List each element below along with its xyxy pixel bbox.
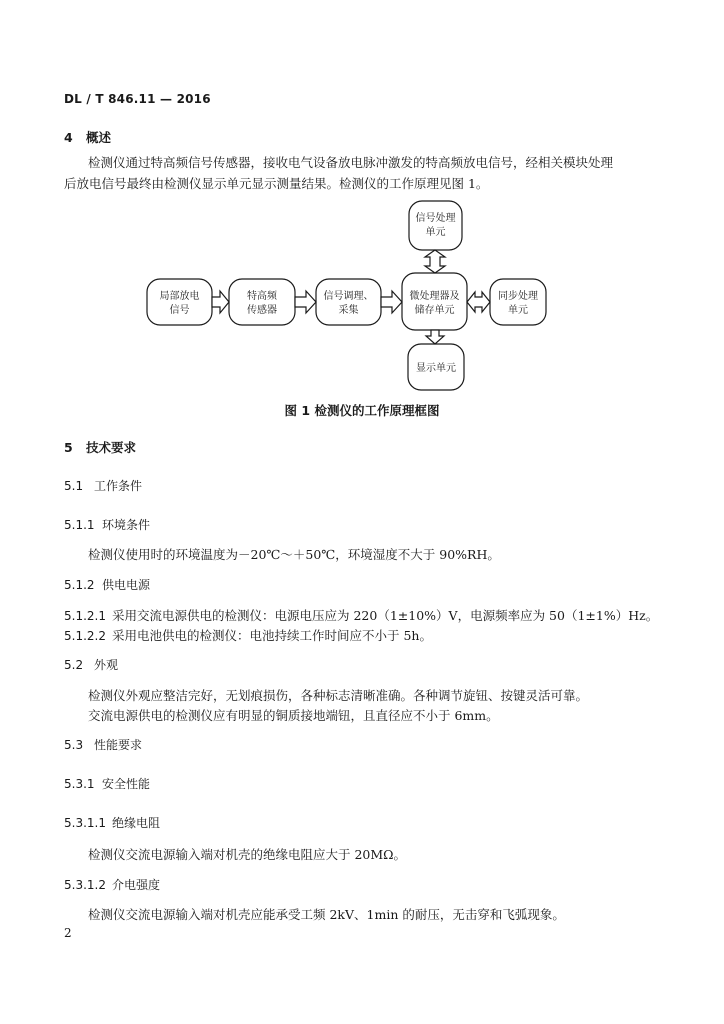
section-title: 性能要求: [94, 738, 143, 752]
section-5-3-1-heading: [64, 775, 150, 792]
section-number: 5.3.1.2: [64, 878, 106, 892]
label-mcu: 储存单元: [414, 305, 455, 316]
label-mcu: 微处理器及: [409, 291, 460, 302]
clause-number: 5.1.2.2: [64, 629, 106, 643]
section-5-heading: [64, 438, 136, 456]
paragraph: 检测仪外观应整洁完好，无划痕损伤，各种标志清晰准确。各种调节旋钮、按键灵活可靠。: [88, 688, 589, 703]
section-number: 5.2: [64, 658, 84, 672]
section-number: 5: [64, 440, 73, 455]
section-number: 5.1: [64, 479, 84, 493]
arrow-bidirectional: [467, 292, 490, 312]
label-sync: 同步处理: [498, 291, 538, 302]
paragraph: 检测仪通过特高频信号传感器，接收电气设备放电脉冲激发的特高频放电信号，经相关模块处理: [88, 155, 614, 170]
clause-number: 5.1.2.1: [64, 609, 106, 623]
label-pd-signal: 局部放电: [159, 291, 200, 302]
box-conditioning: [316, 279, 381, 325]
page-number: 2: [64, 926, 72, 940]
label-signal-processing: 信号处理: [415, 213, 456, 224]
arrow-bidirectional: [425, 250, 445, 273]
section-title: 技术要求: [86, 440, 137, 455]
arrow-right: [212, 291, 229, 313]
label-signal-processing: 单元: [425, 227, 446, 238]
section-number: 5.3: [64, 738, 84, 752]
label-uhf-sensor: 特高频: [247, 291, 277, 302]
section-5-3-heading: [64, 736, 142, 753]
label-pd-signal: 信号: [169, 305, 190, 316]
label-sync: 单元: [508, 305, 528, 316]
arrow-right: [295, 291, 316, 313]
section-title: 工作条件: [94, 479, 143, 493]
box-sync: [490, 279, 546, 325]
label-display: 显示单元: [416, 363, 456, 374]
clause-5-1-2-1: [64, 606, 658, 624]
section-5-1-heading: [64, 477, 142, 494]
section-5-3-1-2-heading: [64, 876, 160, 893]
label-conditioning: 信号调理、: [323, 291, 374, 302]
section-5-1-2-heading: [64, 576, 150, 593]
section-title: 外观: [94, 658, 119, 672]
section-title: 介电强度: [112, 878, 161, 892]
section-5-2-heading: [64, 656, 118, 673]
section-title: 概述: [86, 130, 112, 145]
paragraph: 交流电源供电的检测仪应有明显的铜质接地端钮，且直径应不小于 6mm。: [88, 708, 499, 723]
section-number: 5.1.2: [64, 578, 95, 592]
paragraph: 后放电信号最终由检测仪显示单元显示测量结果。检测仪的工作原理见图 1。: [64, 176, 489, 191]
section-number: 5.1.1: [64, 518, 95, 532]
section-5-1-1-heading: [64, 516, 150, 533]
section-title: 绝缘电阻: [112, 816, 161, 830]
block-diagram: [0, 0, 724, 400]
box-signal-processing: [409, 201, 462, 250]
paragraph: 检测仪交流电源输入端对机壳应能承受工频 2kV、1min 的耐压，无击穿和飞弧现象。: [88, 907, 565, 922]
label-uhf-sensor: 传感器: [247, 305, 277, 316]
section-5-3-1-1-heading: [64, 814, 160, 831]
section-title: 供电电源: [102, 578, 151, 592]
section-number: 4: [64, 130, 73, 145]
clause-text: 采用交流电源供电的检测仪：电源电压应为 220（1±10%）V，电源频率应为 50（1±1%）Hz。: [112, 608, 659, 623]
box-pd-signal: [147, 279, 212, 325]
clause-5-1-2-2: [64, 626, 432, 644]
document-code: DL / T 846.11 — 2016: [64, 92, 211, 106]
arrow-down: [426, 330, 444, 344]
arrow-right: [381, 291, 402, 313]
label-conditioning: 采集: [338, 305, 359, 316]
paragraph: 检测仪使用时的环境温度为－20℃～＋50℃，环境湿度不大于 90%RH。: [88, 547, 500, 562]
section-title: 安全性能: [102, 777, 151, 791]
clause-text: 采用电池供电的检测仪：电池持续工作时间应不小于 5h。: [112, 628, 432, 643]
section-number: 5.3.1.1: [64, 816, 106, 830]
section-number: 5.3.1: [64, 777, 95, 791]
section-title: 环境条件: [102, 518, 151, 532]
box-uhf-sensor: [229, 279, 295, 325]
figure-caption: 图 1 检测仪的工作原理框图: [284, 403, 440, 418]
paragraph: 检测仪交流电源输入端对机壳的绝缘电阻应大于 20MΩ。: [88, 847, 407, 862]
